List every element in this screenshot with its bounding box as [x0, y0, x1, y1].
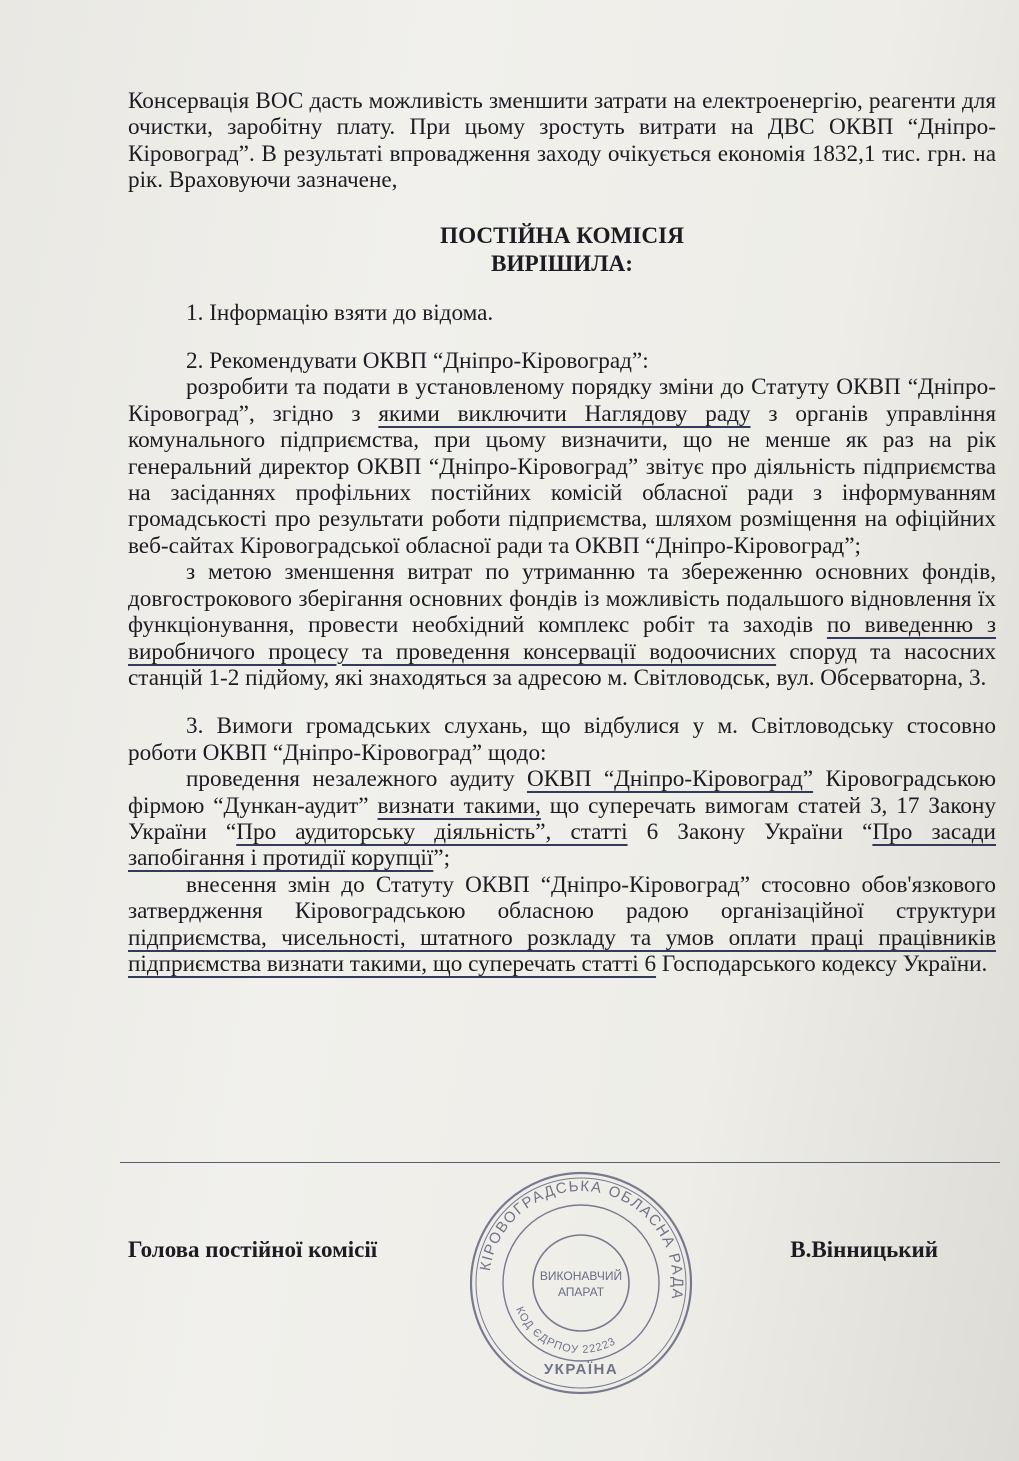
- stamp-center-line-1: ВИКОНАВЧИЙ: [539, 1269, 623, 1283]
- item-2-paragraph-2: з метою зменшення витрат по утриманню та збереженню основних фондів, довгострокового зберігання основних фондів із можливість подальшого відновлення їх функціонування, провести необхідний комплекс робіт та заходів по виведенню з виробничого процесу та проведення консервації водоочисних споруд та насосних станцій 1-2 підйому, які знаходяться за адресою м. Світловодськ, вул. Обсерваторна, 3.: [128, 559, 996, 691]
- official-stamp: [466, 1168, 696, 1398]
- heading-committee: ПОСТІЙНА КОМІСІЯ: [440, 222, 684, 249]
- item-2-paragraph-1: розробити та подати в установленому порядку зміни до Статуту ОКВП “Дніпро-Кіровоград”, згідно з якими виключити Наглядову раду з органів управління комунального підприємства, при цьому визначити, що не менше як раз на рік генеральний директор ОКВП “Дніпро-Кіровоград” звітує про діяльність підприємства на засіданнях профільних постійних комісій обласної ради з інформуванням громадськості про результати роботи підприємства, шляхом розміщення на офіційних веб-сайтах Кіровоградської обласної ради та ОКВП “Дніпро-Кіровоград”;: [128, 374, 996, 559]
- item-2-title: 2. Рекомендувати ОКВП “Дніпро-Кіровоград”:: [186, 348, 649, 375]
- stamp-center-line-2: АПАРАТ: [557, 1285, 605, 1299]
- svg-text:КОД ЄДРПОУ 22223: [513, 1305, 618, 1356]
- document-body: [128, 88, 996, 977]
- handwritten-underline: по виведенню з виробничого процесу та проведення консервації водоочисних: [128, 612, 996, 665]
- item-3-title: 3. Вимоги громадських слухань, що відбулися у м. Світловодську стосовно роботи ОКВП “Дніпро-Кіровоград” щодо:: [128, 713, 996, 766]
- signature-title: Голова постійної комісії: [128, 1237, 378, 1262]
- handwritten-underline: підприємства, чисельності, штатного розкладу та умов оплати праці працівників підприємства визнати такими, що суперечать статті 6: [128, 924, 996, 977]
- handwritten-underline: Про засади запобігання і протидії корупції: [128, 818, 996, 872]
- handwritten-line: [120, 1162, 1000, 1163]
- intro-paragraph: Консервація ВОС дасть можливість зменшити затрати на електроенергію, реагенти для очистки, заробітну плату. При цьому зростуть витрати на ДВС ОКВП “Дніпро-Кіровоград”. В результаті впровадження заходу очікується економія 1832,1 тис. грн. на рік. Враховуючи зазначене,: [128, 88, 996, 194]
- stamp-ring-text: КІРОВОГРАДСЬКА ОБЛАСНА РАДА: [476, 1177, 687, 1302]
- handwritten-underline: Про аудиторську діяльність”, статті: [236, 818, 628, 845]
- signature-name: В.Вінницький: [790, 1237, 938, 1262]
- handwritten-underline: ОКВП “Дніпро-Кіровоград”: [527, 766, 814, 793]
- item-3-paragraph-1: проведення незалежного аудиту ОКВП “Дніпро-Кіровоград” Кіровоградською фірмою “Дункан-аудит” визнати такими, що суперечать вимогам статей 3, 17 Закону України “Про аудиторську діяльність”, статті 6 Закону України “Про засади запобігання і протидії корупції”;: [128, 766, 997, 872]
- handwritten-underline: визнати такими,: [377, 792, 541, 819]
- heading-decided: ВИРІШИЛА:: [491, 250, 633, 277]
- item-1: 1. Інформацію взяти до відома.: [186, 299, 494, 326]
- item-3-paragraph-2: внесення змін до Статуту ОКВП “Дніпро-Кіровоград” стосовно обов'язкового затвердження Кіровоградською обласною радою організаційної структури підприємства, чисельності, штатного розкладу та умов оплати праці працівників підприємства визнати такими, що суперечать статті 6 Господарського кодексу України.: [128, 871, 996, 977]
- stamp-country: УКРАЇНА: [543, 1361, 619, 1378]
- stamp-code-text: КОД ЄДРПОУ 22223: [513, 1305, 619, 1357]
- handwritten-underline: якими виключити Наглядову раду: [378, 400, 751, 427]
